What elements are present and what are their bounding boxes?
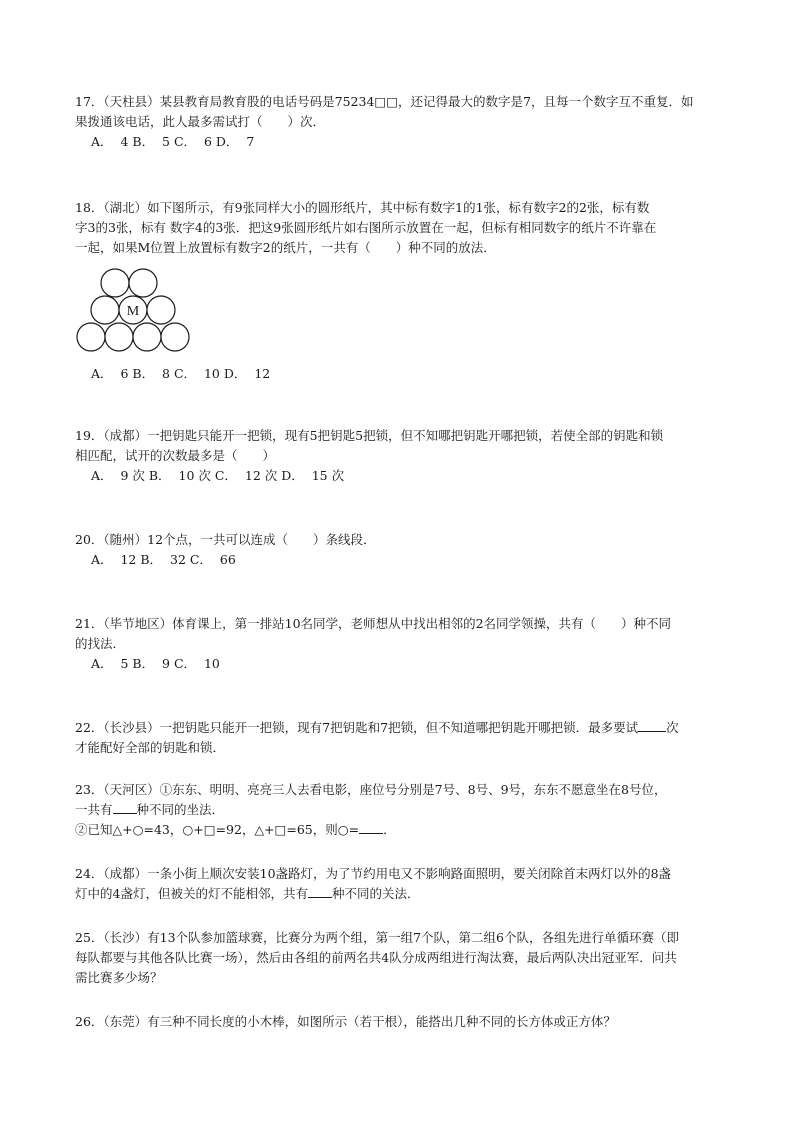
question-text (75, 800, 725, 820)
question-24 (75, 864, 725, 904)
answer-blank[interactable] (638, 719, 666, 732)
question-text: 字3的3张，标有 数字4的3张．把这9张圆形纸片如右图所示放置在一起，但标有相同数字的纸片不许靠在 (75, 220, 657, 235)
question-text-part: ②已知△+○=43，○+□=92，△+□=65，则○= (75, 822, 360, 837)
question-text: 17．（天柱县）某县教育局教育股的电话号码是75234□□，还记得最大的数字是7，且每一个数字互不重复．如 (75, 94, 694, 109)
answer-options: A． 4 B． 5 C． 6 D． 7 (91, 134, 255, 149)
question-text: 需比赛多少场？ (75, 970, 163, 985)
question-text: 23．（天河区）①东东、明明、亮亮三人去看电影，座位号分别是7号、8号、9号，东东不愿意坐在8号位， (75, 782, 667, 797)
question-text (75, 820, 725, 840)
question-21 (75, 614, 725, 674)
circle-bottom-1 (77, 323, 105, 351)
circle-top-left (101, 269, 129, 297)
question-17 (75, 92, 725, 152)
answer-blank[interactable] (308, 885, 332, 898)
question-23 (75, 780, 725, 840)
circle-bottom-2 (105, 323, 133, 351)
question-text: 25．（长沙）有13个队参加篮球赛，比赛分为两个组，第一组7个队，第二组6个队，各组先进行单循环赛（即 (75, 930, 679, 945)
question-text: 20．（随州）12个点，一共可以连成（ ）条线段． (75, 532, 376, 547)
question-text-part: 次 (666, 720, 679, 735)
question-text: 果拨通该电话，此人最多需试打（ ）次． (75, 114, 326, 129)
question-text: 26．（东莞）有三种不同长度的小木棒，如图所示（若干根），能搭出几种不同的长方体或正方体？ (75, 1014, 616, 1029)
circle-middle-1 (91, 296, 119, 324)
question-text: 相匹配，试开的次数最多是（ ） (75, 448, 276, 463)
question-text: 18．（湖北）如下图所示，有9张同样大小的圆形纸片，其中标有数字1的1张，标有数字2的2张，标有数 (75, 200, 650, 215)
circle-bottom-3 (133, 323, 161, 351)
question-text: 21．（毕节地区）体育课上，第一排站10名同学，老师想从中找出相邻的2名同学领操，共有（ ）种不同 (75, 616, 672, 631)
question-text: 24．（成都）一条小街上顺次安装10盏路灯，为了节约用电又不影响路面照明，要关闭除首末两灯以外的8盏 (75, 866, 672, 881)
question-18 (75, 198, 725, 258)
question-text-part: 22．（长沙县）一把钥匙只能开一把锁，现有7把钥匙和7把锁，但不知道哪把钥匙开哪把锁．最多要试 (75, 720, 639, 735)
answer-options: A． 12 B． 32 C． 66 (91, 552, 236, 567)
question-text-part: ． (383, 822, 396, 837)
question-text: 每队都要与其他各队比赛一场），然后由各组的前两名共4队分成两组进行淘汰赛，最后两队决出冠亚军．问共 (75, 950, 677, 965)
circle-pyramid-svg (72, 266, 196, 356)
circle-pyramid-figure (72, 266, 196, 356)
question-22 (75, 718, 725, 758)
question-text: 19．（成都）一把钥匙只能开一把锁，现有5把钥匙5把锁，但不知哪把钥匙开哪把锁，若使全部的钥匙和锁 (75, 428, 664, 443)
question-text-part: 一共有 (75, 802, 113, 817)
circle-middle-3 (147, 296, 175, 324)
answer-options: A． 6 B． 8 C． 10 D． 12 (91, 366, 271, 381)
answer-options: A． 9 次 B． 10 次 C． 12 次 D． 15 次 (91, 468, 345, 483)
answer-blank[interactable] (113, 801, 137, 814)
question-text-part: 种不同的坐法． (136, 802, 225, 817)
answer-options: A． 5 B． 9 C． 10 (91, 656, 220, 671)
answer-blank[interactable] (359, 821, 383, 834)
m-label: M (126, 304, 140, 319)
question-18-options (75, 364, 725, 384)
question-26 (75, 1012, 725, 1032)
question-text: 一起，如果M位置上放置标有数字2的纸片，一共有（ ）种不同的放法． (75, 240, 496, 255)
question-20 (75, 530, 725, 570)
circle-bottom-4 (161, 323, 189, 351)
question-text-part: 灯中的4盏灯，但被关的灯不能相邻，共有 (75, 886, 308, 901)
question-text: 才能配好全部的钥匙和锁． (75, 740, 226, 755)
circle-top-right (129, 269, 157, 297)
question-text (75, 718, 725, 738)
question-text (75, 884, 725, 904)
question-text-part: 种不同的关法． (331, 886, 420, 901)
question-19 (75, 426, 725, 486)
question-25 (75, 928, 725, 988)
question-text: 的找法． (75, 636, 126, 651)
